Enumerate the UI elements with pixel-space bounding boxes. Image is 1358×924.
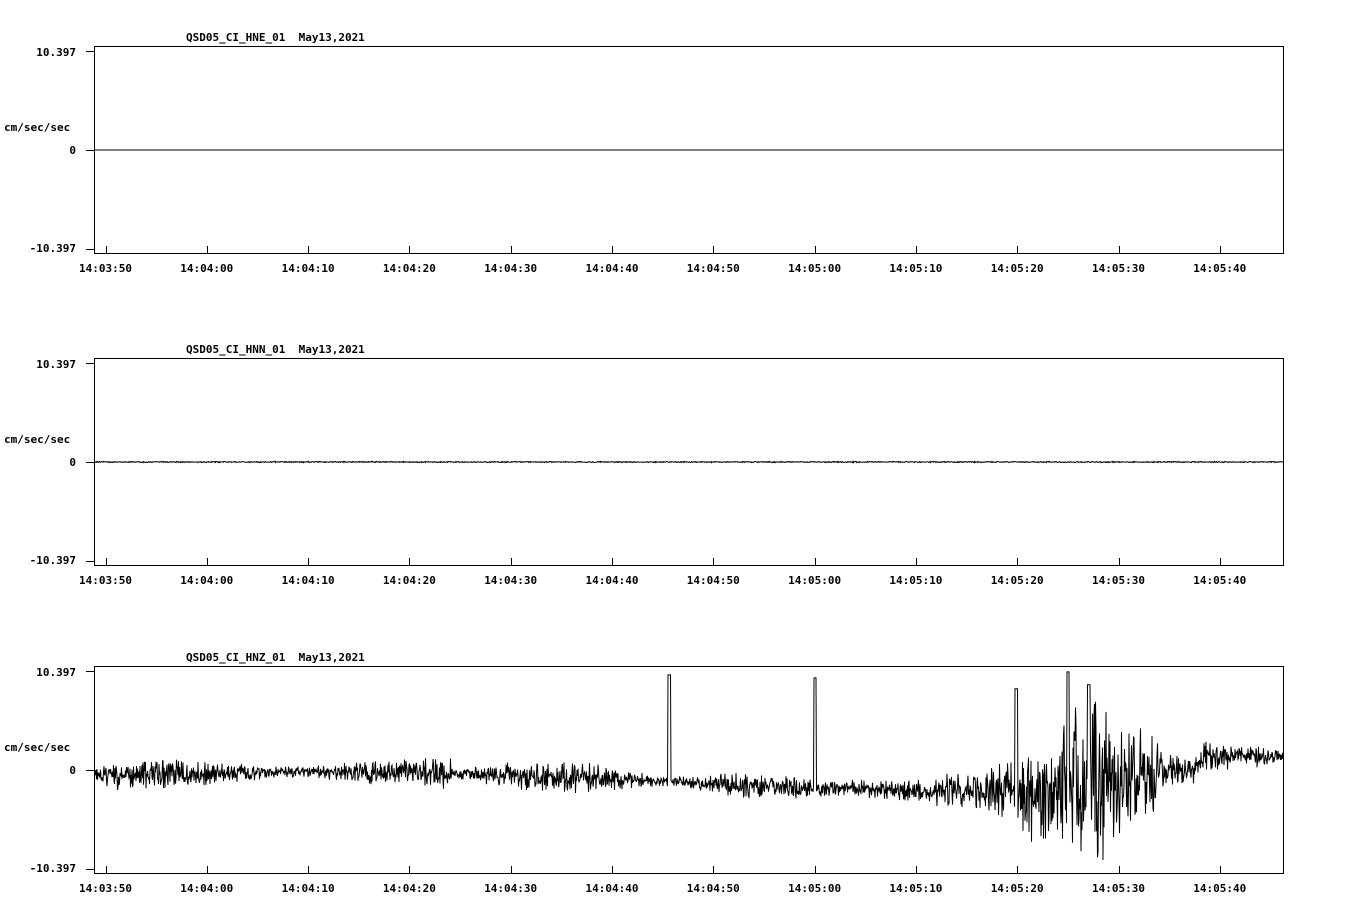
y-tick-top-hnz: 10.397 [36, 666, 76, 679]
x-tickmark [713, 246, 714, 254]
x-tickmark [612, 866, 613, 874]
panel-title-hnn: QSD05_CI_HNN_01 May13,2021 [186, 343, 365, 356]
y-tickmark-mid-hnz [86, 770, 94, 771]
x-tick-label: 14:05:10 [889, 262, 943, 275]
waveform-path-hnn [95, 461, 1283, 462]
x-tick-label: 14:04:00 [180, 574, 234, 587]
x-tickmark [1220, 246, 1221, 254]
x-tickmark [207, 558, 208, 566]
x-tick-label: 14:05:10 [889, 574, 943, 587]
y-axis-unit-hnz: cm/sec/sec [4, 741, 71, 754]
x-tick-label: 14:05:20 [990, 262, 1044, 275]
y-tickmark-top-hne [86, 51, 94, 52]
x-tick-label: 14:05:40 [1193, 882, 1247, 895]
x-tickmark [409, 246, 410, 254]
x-tick-label: 14:04:30 [484, 882, 538, 895]
x-tick-label: 14:04:10 [281, 882, 335, 895]
x-tickmark [713, 866, 714, 874]
x-tick-label: 14:05:20 [990, 882, 1044, 895]
y-tick-bottom-hnn: -10.397 [29, 554, 76, 567]
x-tickmark [106, 866, 107, 874]
y-tickmark-top-hnn [86, 363, 94, 364]
y-tickmark-mid-hne [86, 150, 94, 151]
y-axis-unit-hnn: cm/sec/sec [4, 433, 71, 446]
x-tick-label: 14:04:20 [382, 882, 436, 895]
x-tickmark [612, 246, 613, 254]
y-tickmark-bottom-hne [86, 249, 94, 250]
x-tickmark [106, 246, 107, 254]
waveform-hnn [95, 359, 1283, 565]
x-tick-label: 14:04:00 [180, 262, 234, 275]
y-tick-mid-hnz: 0 [69, 764, 76, 777]
x-tick-label: 14:04:40 [585, 882, 639, 895]
x-tick-label: 14:05:00 [788, 262, 842, 275]
x-tickmark [511, 246, 512, 254]
y-tick-top-hnn: 10.397 [36, 358, 76, 371]
x-tick-label: 14:05:30 [1092, 262, 1145, 275]
y-tick-top-hne: 10.397 [36, 46, 76, 59]
x-tickmark [1220, 558, 1221, 566]
waveform-hnz [95, 667, 1283, 873]
x-tick-label: 14:03:50 [79, 262, 132, 275]
x-tick-label: 14:03:50 [79, 882, 132, 895]
x-tick-label: 14:04:40 [585, 262, 639, 275]
x-tickmark [1119, 246, 1120, 254]
channel-panel-hnn [0, 305, 1358, 605]
x-tick-label: 14:05:30 [1092, 574, 1145, 587]
x-tick-label: 14:05:20 [990, 574, 1044, 587]
x-tickmark [511, 866, 512, 874]
waveform-hne [95, 47, 1283, 253]
x-tickmark [815, 558, 816, 566]
y-tickmark-top-hnz [86, 671, 94, 672]
y-axis-unit-hne: cm/sec/sec [4, 121, 71, 134]
x-tickmark [916, 558, 917, 566]
waveform-path-hnz [95, 672, 1283, 860]
panel-title-hne: QSD05_CI_HNE_01 May13,2021 [186, 31, 365, 44]
x-tickmark [106, 558, 107, 566]
x-tickmark [308, 558, 309, 566]
x-tick-label: 14:04:50 [686, 574, 740, 587]
x-tick-label: 14:04:10 [281, 574, 335, 587]
x-tick-label: 14:05:40 [1193, 262, 1247, 275]
x-tick-label: 14:04:00 [180, 882, 234, 895]
x-tick-label: 14:04:50 [686, 882, 740, 895]
x-tick-label: 14:04:40 [585, 574, 639, 587]
x-tickmark [207, 866, 208, 874]
panel-title-hnz: QSD05_CI_HNZ_01 May13,2021 [186, 651, 365, 664]
x-tickmark [409, 866, 410, 874]
y-tick-bottom-hnz: -10.397 [29, 862, 76, 875]
x-tickmark [815, 866, 816, 874]
x-tickmark [916, 246, 917, 254]
channel-panel-hnz [0, 610, 1358, 924]
x-tick-label: 14:05:40 [1193, 574, 1247, 587]
x-tick-label: 14:05:00 [788, 882, 842, 895]
x-tickmark [1017, 866, 1018, 874]
y-tickmark-bottom-hnz [86, 869, 94, 870]
x-tickmark [207, 246, 208, 254]
x-tick-label: 14:04:50 [686, 262, 740, 275]
x-tick-label: 14:05:30 [1092, 882, 1145, 895]
x-tick-label: 14:04:20 [382, 574, 436, 587]
y-tick-bottom-hne: -10.397 [29, 242, 76, 255]
x-tick-label: 14:05:00 [788, 574, 842, 587]
x-tickmark [308, 866, 309, 874]
x-tick-label: 14:04:30 [484, 262, 538, 275]
x-tick-label: 14:04:10 [281, 262, 335, 275]
x-tickmark [1220, 866, 1221, 874]
x-tickmark [1119, 866, 1120, 874]
x-tickmark [713, 558, 714, 566]
y-tick-mid-hnn: 0 [69, 456, 76, 469]
x-tickmark [1119, 558, 1120, 566]
x-tickmark [1017, 246, 1018, 254]
x-tickmark [511, 558, 512, 566]
y-tickmark-mid-hnn [86, 462, 94, 463]
x-tick-label: 14:04:30 [484, 574, 538, 587]
y-tick-mid-hne: 0 [69, 144, 76, 157]
channel-panel-hne [0, 0, 1358, 300]
x-tickmark [308, 246, 309, 254]
x-tickmark [916, 866, 917, 874]
x-tickmark [1017, 558, 1018, 566]
x-tickmark [409, 558, 410, 566]
x-tickmark [612, 558, 613, 566]
x-tick-label: 14:03:50 [79, 574, 132, 587]
x-tickmark [815, 246, 816, 254]
x-tick-label: 14:05:10 [889, 882, 943, 895]
x-tick-label: 14:04:20 [382, 262, 436, 275]
y-tickmark-bottom-hnn [86, 561, 94, 562]
